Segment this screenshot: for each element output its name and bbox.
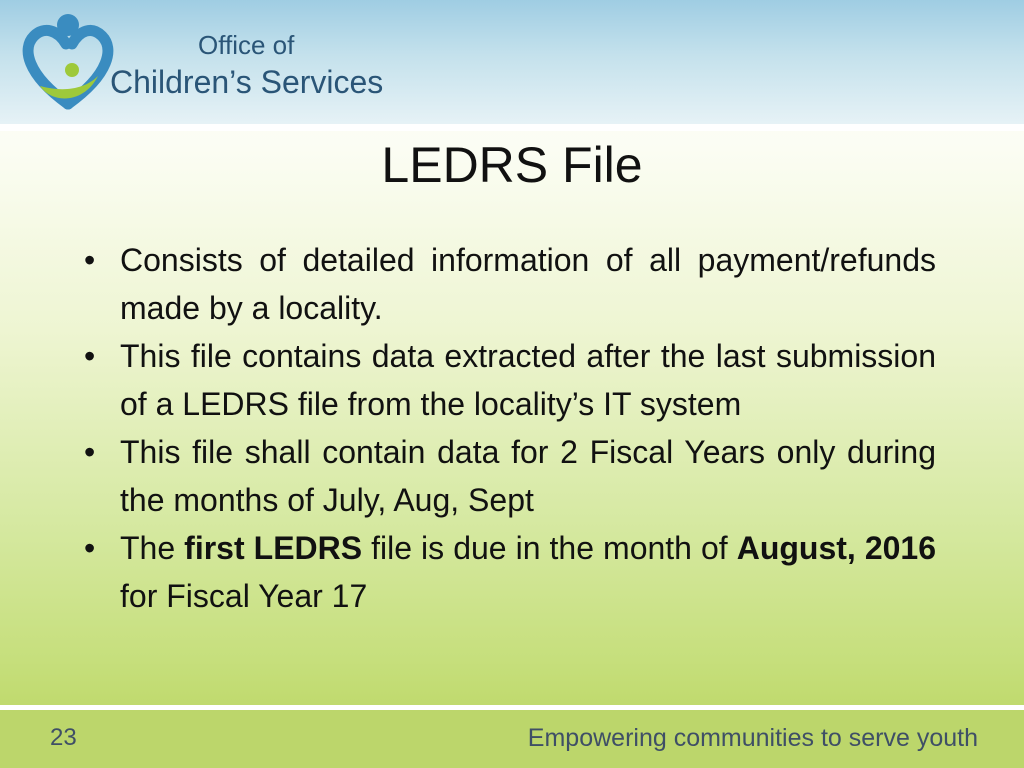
bullet-item [84, 236, 936, 332]
org-name-line2: Children’s Services [110, 64, 384, 100]
page-number: 23 [50, 724, 77, 751]
ocs-heart-family-icon [22, 8, 114, 112]
header-divider [0, 124, 1024, 131]
bullet-item [84, 428, 936, 524]
bullet-text: file is due in the month of [362, 530, 737, 566]
org-name-line1: Office of [198, 30, 295, 60]
bullet-text: for Fiscal Year 17 [120, 578, 368, 614]
bullet-item [84, 524, 936, 620]
header-band [0, 0, 1024, 124]
slide-title: LEDRS File [381, 137, 643, 193]
bullet-text: Consists of detailed information of all payment/refunds made by a locality. [120, 242, 936, 326]
bullet-text: This file contains data extracted after the last submission of a LEDRS file from the locality’s IT system [120, 338, 936, 422]
bullet-text: The [120, 530, 185, 566]
bullet-text-bold: first LEDRS [184, 530, 363, 566]
bullet-text: This file shall contain data for 2 Fiscal Years only during the months of July, Aug, Sept [120, 434, 936, 518]
footer-tagline: Empowering communities to serve youth [527, 724, 978, 752]
bullet-text-bold: August, 2016 [736, 530, 937, 566]
footer-divider [0, 705, 1024, 710]
bullet-dot-icon: • [84, 242, 96, 278]
bullet-item [84, 332, 936, 428]
bullet-list [84, 236, 936, 620]
bullet-dot-icon: • [84, 338, 96, 374]
bullet-dot-icon: • [84, 530, 96, 566]
bullet-dot-icon: • [84, 434, 96, 470]
